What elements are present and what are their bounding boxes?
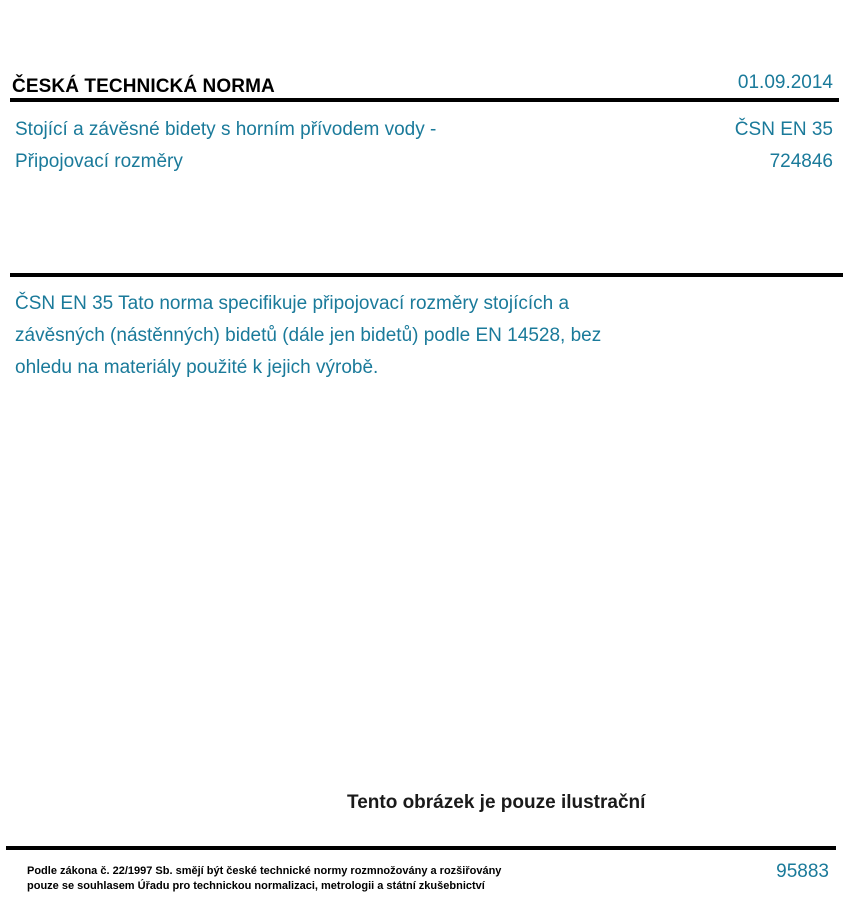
publication-date: 01.09.2014 <box>737 72 833 93</box>
standard-code: ČSN EN 35 <box>734 119 833 140</box>
legal-line-1: Podle zákona č. 22/1997 Sb. smějí být české technické normy rozmnožovány a rozšiřovány <box>27 865 502 877</box>
abstract-text: ČSN EN 35 Tato norma specifikuje připojovací rozměry stojících a závěsných (nástěnných) bidetů (dále jen bidetů) podle EN 14528, bez ohledu na materiály použité k jejich výrobě. <box>15 293 602 378</box>
document-number: 95883 <box>776 861 829 882</box>
document-title: Stojící a závěsné bidety s horním přívodem vody - Připojovací rozměry <box>15 119 437 172</box>
standard-heading: ČESKÁ TECHNICKÁ NORMA <box>12 76 275 97</box>
illustration-note: Tento obrázek je pouze ilustrační <box>347 792 646 813</box>
header-divider <box>10 98 839 102</box>
classification-number: 724846 <box>769 151 833 172</box>
document-code-block <box>735 114 833 178</box>
section-divider <box>10 273 843 277</box>
legal-line-2: pouze se souhlasem Úřadu pro technickou normalizaci, metrologii a státní zkušebnictví <box>27 880 485 892</box>
footer-divider <box>6 846 836 850</box>
legal-notice <box>27 864 587 894</box>
